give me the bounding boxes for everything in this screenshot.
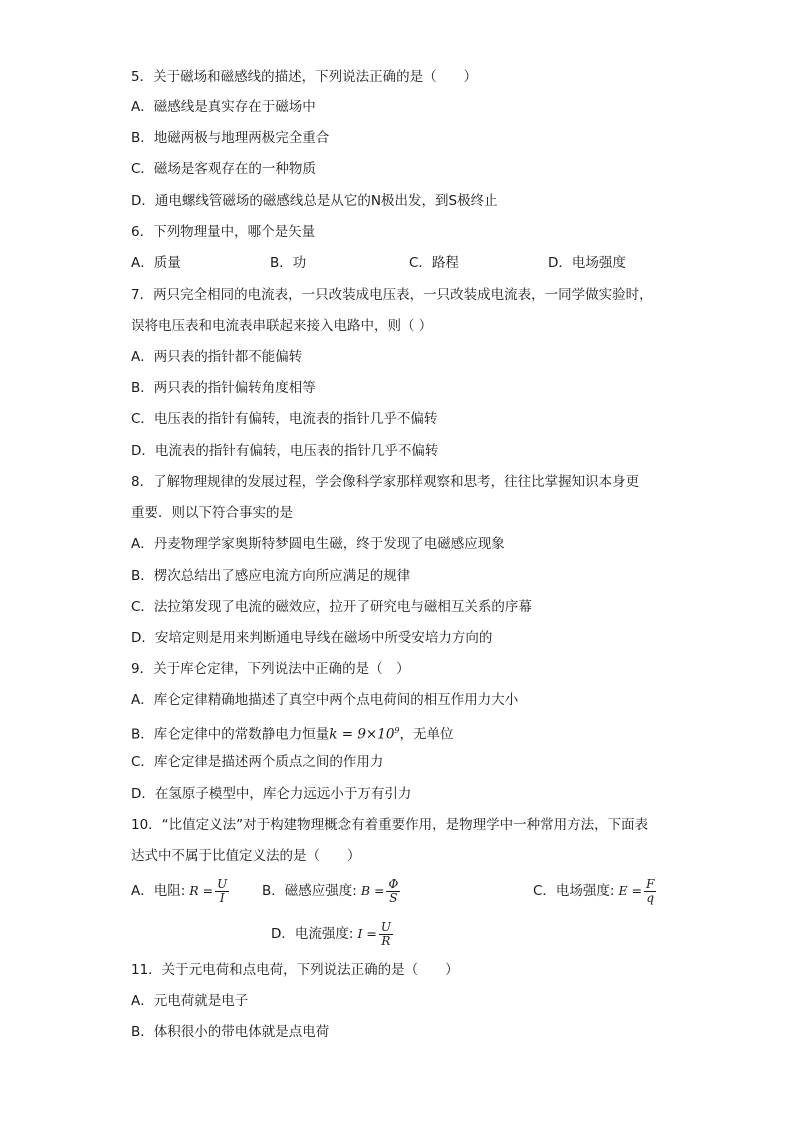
electric-field-formula-lhs: E = xyxy=(618,883,643,898)
current-formula-fraction xyxy=(379,921,393,948)
question-10-option-b xyxy=(262,874,400,908)
question-5-stem: 5．关于磁场和磁感线的描述，下列说法正确的是（ ） xyxy=(131,69,478,85)
resistance-formula-lhs: R = xyxy=(189,883,214,898)
coulomb-constant-exponent: 9 xyxy=(394,726,400,735)
resistance-formula-fraction xyxy=(215,878,229,905)
fraction-denominator: R xyxy=(381,933,391,948)
question-7-option-c: C．电压表的指针有偏转，电流表的指针几乎不偏转 xyxy=(131,411,438,427)
question-5-option-c: C．磁场是客观存在的一种物质 xyxy=(131,161,316,177)
question-8-option-c: C．法拉第发现了电流的磁效应，拉开了研究电与磁相互关系的序幕 xyxy=(131,599,532,615)
question-9-option-b xyxy=(131,721,454,745)
question-10-option-a xyxy=(131,874,229,908)
question-10-option-b-label: B．磁感应强度: xyxy=(262,883,357,899)
question-10-option-d xyxy=(271,917,393,951)
fraction-denominator: S xyxy=(389,890,398,905)
magnetic-induction-formula-lhs: B = xyxy=(360,883,385,898)
question-6-stem: 6．下列物理量中，哪个是矢量 xyxy=(131,224,316,240)
question-10-option-a-label: A．电阻: xyxy=(131,883,186,899)
question-6-option-d: D．电场强度 xyxy=(548,255,626,271)
question-5-option-d: D．通电螺线管磁场的磁感线总是从它的N极出发，到S极终止 xyxy=(131,193,498,209)
question-9-option-a: A．库仑定律精确地描述了真空中两个点电荷间的相互作用力大小 xyxy=(131,692,519,708)
question-10-option-d-label: D．电流强度: xyxy=(271,926,354,942)
question-9-option-c: C．库仑定律是描述两个质点之间的作用力 xyxy=(131,754,384,770)
question-10-option-c xyxy=(533,874,656,908)
question-8-option-a: A．丹麦物理学家奥斯特梦圆电生磁，终于发现了电磁感应现象 xyxy=(131,536,505,552)
question-8-option-d: D．安培定则是用来判断通电导线在磁场中所受安培力方向的 xyxy=(131,630,493,646)
question-7-option-a: A．两只表的指针都不能偏转 xyxy=(131,349,303,365)
coulomb-constant-formula: k = 9×10 xyxy=(329,726,395,743)
question-11-option-a: A．元电荷就是电子 xyxy=(131,993,249,1009)
question-9-option-d: D．在氢原子模型中，库仑力远远小于万有引力 xyxy=(131,786,412,802)
fraction-denominator: q xyxy=(646,890,655,905)
question-11-stem: 11．关于元电荷和点电荷，下列说法正确的是（ ） xyxy=(131,962,459,978)
question-9-stem: 9．关于库仑定律，下列说法中正确的是（ ） xyxy=(131,661,410,677)
magnetic-induction-formula-fraction xyxy=(386,878,400,905)
question-8-stem-line-2: 重要．则以下符合事实的是 xyxy=(131,505,293,521)
question-10-stem-line-2: 达式中不属于比值定义法的是（ ） xyxy=(131,848,361,864)
question-8-stem-line-1: 8．了解物理规律的发展过程，学会像科学家那样观察和思考，往往比掌握知识本身更 xyxy=(131,474,640,490)
question-11-option-b: B．体积很小的带电体就是点电荷 xyxy=(131,1024,330,1040)
fraction-denominator: I xyxy=(219,890,225,905)
question-5-option-b: B．地磁两极与地理两极完全重合 xyxy=(131,130,330,146)
question-7-option-b: B．两只表的指针偏转角度相等 xyxy=(131,380,316,396)
current-formula-lhs: I = xyxy=(357,926,377,941)
question-7-option-d: D．电流表的指针有偏转，电压表的指针几乎不偏转 xyxy=(131,443,439,459)
question-6-option-a: A．质量 xyxy=(131,255,181,271)
question-10-stem-line-1: 10．“比值定义法”对于构建物理概念有着重要作用，是物理学中一种常用方法，下面表 xyxy=(131,817,649,833)
question-7-stem-line-2: 误将电压表和电流表串联起来接入电路中，则（ ） xyxy=(131,318,433,334)
fraction-numerator: U xyxy=(217,876,228,891)
question-10-option-c-label: C．电场强度: xyxy=(533,883,615,899)
fraction-numerator: Φ xyxy=(388,876,399,891)
question-9-option-b-prefix: B．库仑定律中的常数静电力恒量 xyxy=(131,726,330,743)
question-5-option-a: A．磁感线是真实存在于磁场中 xyxy=(131,99,316,115)
question-7-stem-line-1: 7．两只完全相同的电流表，一只改装成电压表，一只改装成电流表，一同学做实验时， xyxy=(131,287,653,303)
fraction-numerator: F xyxy=(646,876,655,891)
question-9-option-b-suffix: ，无单位 xyxy=(399,726,454,743)
question-6-option-c: C．路程 xyxy=(409,255,459,271)
electric-field-formula-fraction xyxy=(644,878,656,905)
question-6-option-b: B．功 xyxy=(270,255,307,271)
fraction-numerator: U xyxy=(380,919,391,934)
question-8-option-b: B．楞次总结出了感应电流方向所应满足的规律 xyxy=(131,568,411,584)
